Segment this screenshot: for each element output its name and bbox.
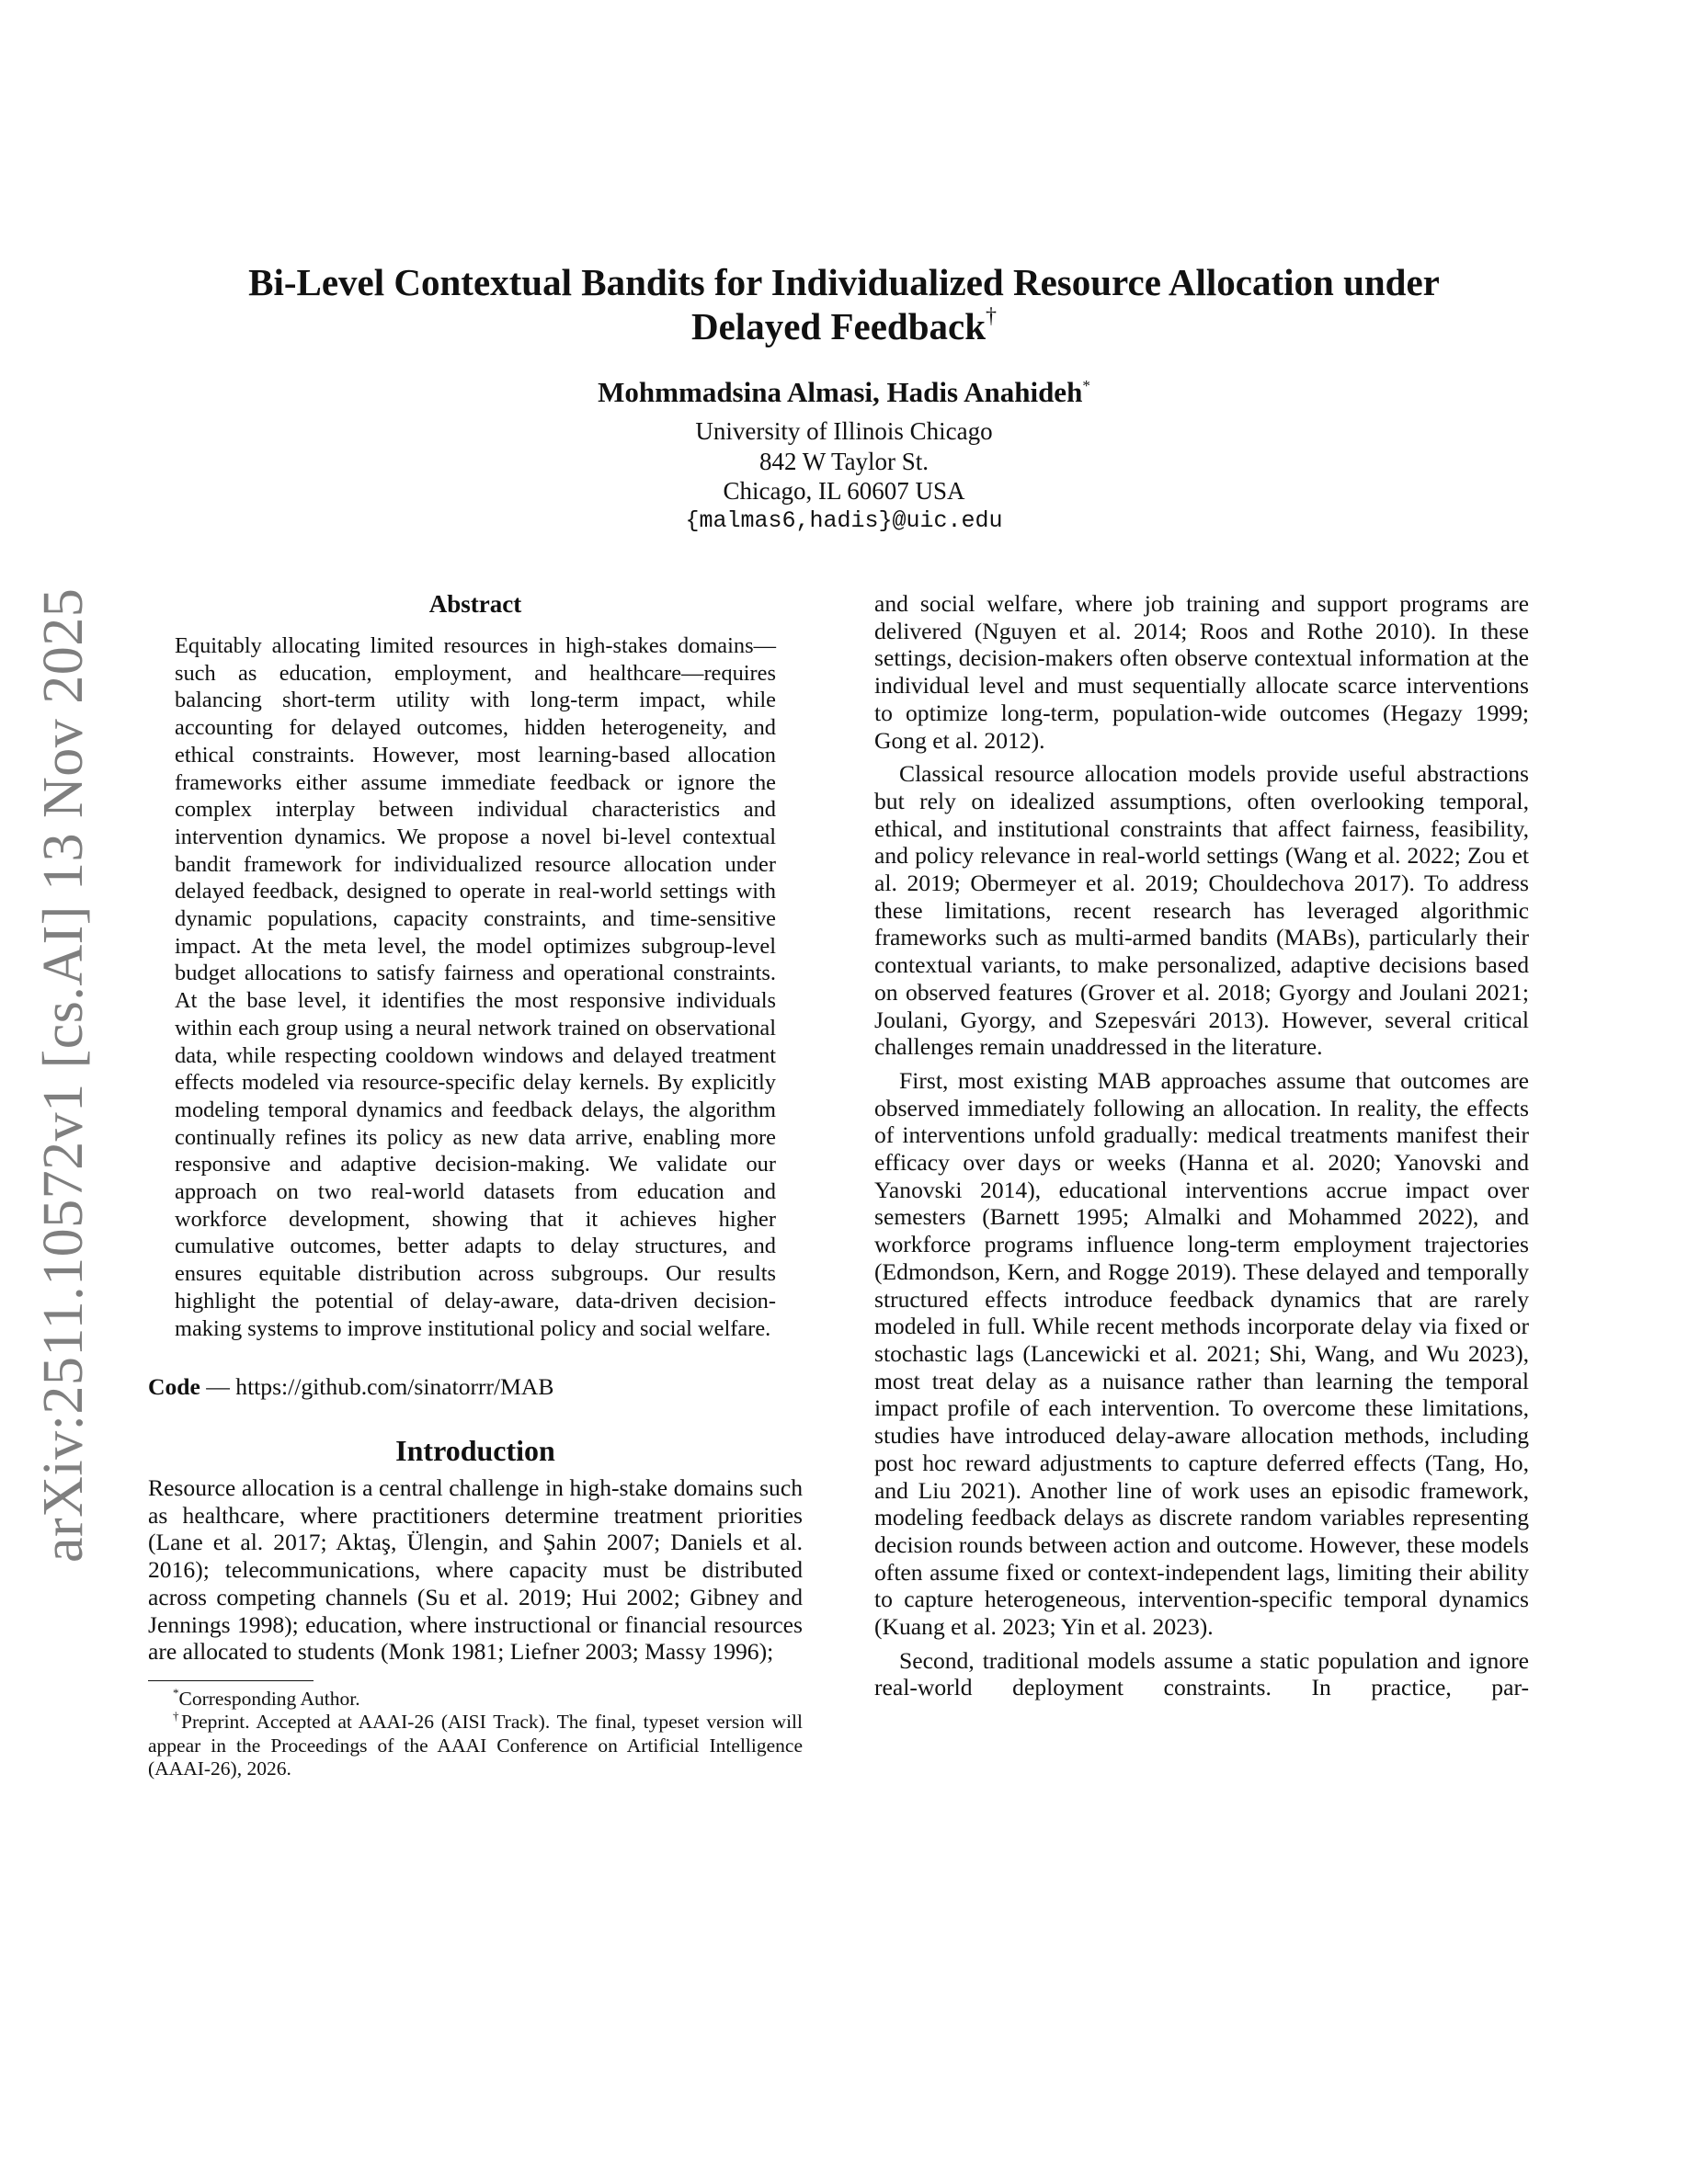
left-column [148, 588, 803, 1781]
intro-paragraph-second-challenge: Second, traditional models assume a static population and ignore real-world deployment constraints. In practice, par- [874, 1646, 1529, 1701]
title-dagger-mark: † [986, 304, 997, 328]
footnote-mark-dagger: † [173, 1709, 181, 1723]
footnote-divider [148, 1680, 314, 1681]
footnote-mark-asterisk: * [173, 1685, 179, 1700]
footnote-text: Preprint. Accepted at AAAI-26 (AISI Track). The final, typeset version will appear in the Proceedings of the AAAI Conference on Artificial Intelligence (AAAI-26), 2026. [148, 1711, 803, 1780]
footnote-preprint-notice [148, 1711, 803, 1781]
code-label: Code [148, 1373, 200, 1401]
title-line-2-text: Delayed Feedback [691, 305, 986, 347]
affiliation-city: Chicago, IL 60607 USA [723, 477, 965, 505]
affiliation-street: 842 W Taylor St. [758, 447, 930, 475]
author-emails: {malmas6,hadis}@uic.edu [685, 506, 1003, 534]
intro-paragraph-continued: and social welfare, where job training and support programs are delivered (Nguyen et al. 2014; Roos and Rothe 2010). In these settings, decision-makers often observe contextual information at the individual level and must sequentially allocate scarce interventions to optimize long-term, population-wide outcomes (Hegazy 1999; Gong et al. 2012). [874, 590, 1529, 754]
intro-paragraph-1: Resource allocation is a central challenge in high-stake domains such as healthcare, where practitioners determine treatment priorities (Lane et al. 2017; Aktaş, Ülengin, and Şahin 2007; Daniels et al. 2016); telecommunications, where capacity must be distributed across competing channels (Su et al. 2019; Hui 2002; Gibney and Jennings 1998); education, where instructional or financial resources are allocated to students (Monk 1981; Liefner 2003; Massy 1996); [148, 1473, 803, 1666]
abstract-heading: Abstract [428, 590, 522, 618]
abstract-text: Equitably allocating limited resources in high-stakes domains—such as education, employment, and healthcare—requires balancing short-term utility with long-term impact, while accounting for delayed outcomes, hidden heterogeneity, and ethical constraints. However, most learning-based allocation frameworks either assume immediate feedback or ignore the complex interplay between individual characteristics and intervention dynamics. We propose a novel bi-level contextual bandit framework for individualized resource allocation under delayed feedback, designed to operate in real-world settings with dynamic populations, capacity constraints, and time-sensitive impact. At the meta level, the model optimizes subgroup-level budget allocations to satisfy fairness and operational constraints. At the base level, it identifies the most responsive individuals within each group using a neural network trained on observational data, while respecting cooldown windows and delayed treatment effects modeled via resource-specific delay kernels. By explicitly modeling temporal dynamics and feedback delays, the algorithm continually refines its policy as new data arrive, enabling more responsive and adaptive decision-making. We validate our approach on two real-world datasets from education and workforce development, showing that it achieves higher cumulative outcomes, better adapts to delay structures, and ensures equitable distribution across subgroups. Our results highlight the potential of delay-aware, data-driven decision-making systems to improve institutional policy and social welfare. [175, 633, 776, 1341]
title-line-1: Bi-Level Contextual Bandits for Individualized Resource Allocation under [248, 261, 1440, 303]
intro-paragraph-classical-models: Classical resource allocation models provide useful abstractions but rely on idealized assumptions, often overlooking temporal, ethical, and institutional constraints that affect fairness, feasibility, and policy relevance in real-world settings (Wang et al. 2022; Zou et al. 2019; Obermeyer et al. 2019; Chouldechova 2017). To address these limitations, recent research has leveraged algorithmic frameworks such as multi-armed bandits (MABs), particularly their contextual variants, to make personalized, adaptive decisions based on observed features (Grover et al. 2018; Gyorgy and Joulani 2021; Joulani, Gyorgy, and Szepesvári 2013). However, several critical challenges remain unaddressed in the literature. [874, 760, 1529, 1061]
arxiv-identifier-stamp: arXiv:2511.10572v1 [cs.AI] 13 Nov 2025 [32, 587, 95, 1563]
code-repository-link[interactable]: https://github.com/sinatorrr/MAB [235, 1373, 554, 1401]
code-link-line [148, 1373, 803, 1401]
footnote-text: Corresponding Author. [178, 1687, 360, 1710]
introduction-heading: Introduction [395, 1433, 555, 1467]
corresponding-author-mark: * [1082, 377, 1090, 394]
author-list [147, 375, 1541, 410]
code-separator: — [200, 1373, 236, 1401]
affiliation-institution: University of Illinois Chicago [695, 417, 993, 445]
paper-title [147, 260, 1541, 348]
affiliation-block [147, 416, 1541, 536]
right-column [874, 590, 1529, 1708]
title-line-2 [147, 304, 1541, 348]
intro-paragraph-first-challenge: First, most existing MAB approaches assume that outcomes are observed immediately following an allocation. In reality, the effects of interventions unfold gradually: medical treatments manifest their efficacy over days or weeks (Hanna et al. 2020; Yanovski and Yanovski 2014), educational interventions accrue impact over semesters (Barnett 1995; Almalki and Mohammed 2022), and workforce programs influence long-term employment trajectories (Edmondson, Kern, and Rogge 2019). These delayed and temporally structured effects introduce feedback dynamics that are rarely modeled in full. While recent methods incorporate delay via fixed or stochastic lags (Lancewicki et al. 2021; Shi, Wang, and Wu 2023), most treat delay as a nuisance rather than learning the temporal impact profile of each intervention. To overcome these limitations, studies have introduced delay-aware allocation methods, including post hoc reward adjustments to capture deferred effects (Tang, Ho, and Liu 2021). Another line of work uses an episodic framework, modeling feedback delays as discrete random variables representing decision rounds between action and outcome. However, these models often assume fixed or context-independent lags, limiting their ability to capture heterogeneous, intervention-specific temporal dynamics (Kuang et al. 2023; Yin et al. 2023). [874, 1066, 1529, 1641]
footnote-corresponding-author [148, 1685, 803, 1712]
author-names: Mohmmadsina Almasi, Hadis Anahideh [598, 376, 1083, 408]
